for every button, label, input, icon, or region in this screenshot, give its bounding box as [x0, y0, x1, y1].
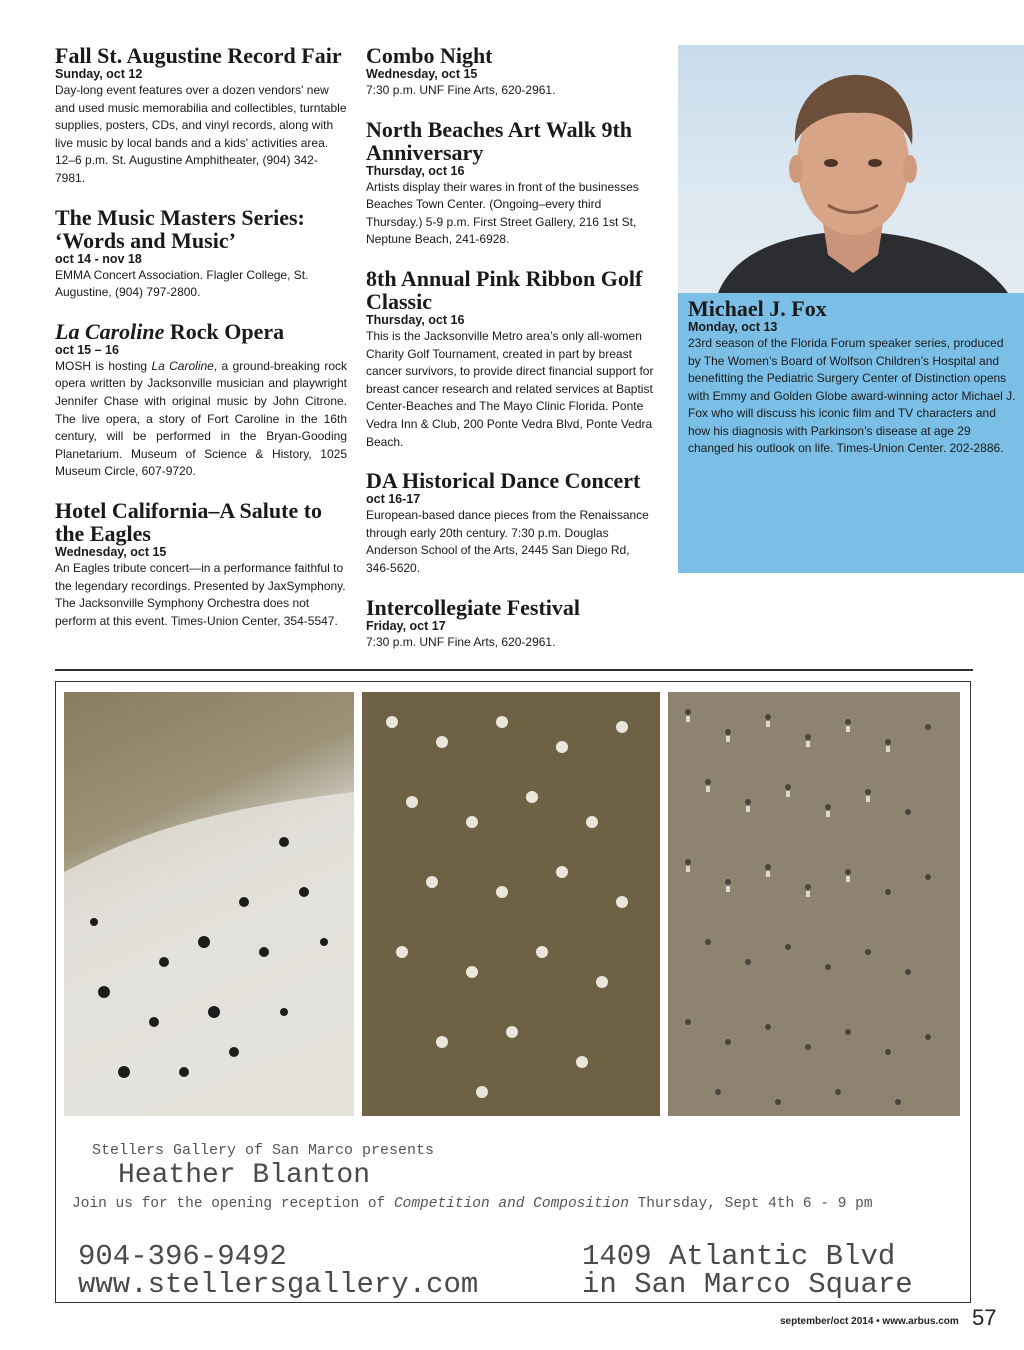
event-date: Sunday, oct 12 — [55, 67, 143, 81]
event-date: oct 16-17 — [366, 492, 421, 507]
painting-snowy-field — [64, 692, 354, 1116]
ad-website: www.stellersgallery.com — [78, 1268, 479, 1301]
event-title: Intercollegiate Festival — [366, 594, 581, 620]
feature-description: 23rd season of the Florida Forum speaker series, produced by The Women’s Board of Wolfson Children’s Hospital and benefitting the Pediatric Surgery Center of Distinction opens with Emmy and Golden Globe award-winning actor Michael J. Fox who will discuss his iconic film and TV characters and how his diagnosis with Parkinson’s disease at age 29 changed his outlook on life. Times-Union Center. 202-2886. — [688, 336, 1016, 455]
event-description: European-based dance pieces from the Renaissance through early 20th century. 7:30 p.m. Douglas Anderson School of the Arts, 2445 San Diego Rd, 346-5620. — [366, 508, 649, 575]
event-description: Day-long event features over a dozen vendors' new and used music memorabilia and collectibles, turntable supplies, posters, CDs, and vinyl records, along with live music by local bands and a kids' activities area. 12–6 p.m. St. Augustine Amphitheater, (904) 342-7981. — [55, 83, 347, 185]
ad-invite-line — [72, 1196, 873, 1212]
painting-runners — [668, 692, 960, 1116]
event-date: Thursday, oct 16 — [366, 312, 465, 327]
event-description: An Eagles tribute concert—in a performance faithful to the legendary recordings. Presented by JaxSymphony. The Jacksonville Symphony Orchestra does not perform at this event. Times-Union Center, 354-5547. — [55, 560, 346, 628]
desc-italic: La Caroline — [151, 358, 214, 373]
issue-footer: september/oct 2014 • www.arbus.com — [780, 1316, 959, 1327]
event-record-fair — [55, 44, 347, 188]
portrait-photo — [678, 45, 1024, 293]
event-dance-concert — [366, 469, 656, 577]
event-combo-night — [366, 44, 656, 100]
event-art-walk — [366, 118, 656, 249]
invite-italic: Competition and Composition — [393, 1196, 629, 1212]
gallery-advertisement — [55, 681, 971, 1303]
event-title — [55, 320, 347, 343]
ad-presents-line: Stellers Gallery of San Marco presents — [92, 1142, 435, 1159]
event-title: Hotel California–A Salute to the Eagles — [55, 497, 323, 546]
event-title-italic: La Caroline — [55, 318, 165, 344]
events-column-middle — [366, 44, 656, 669]
feature-box-michael-j-fox — [678, 45, 1024, 573]
event-date: Thursday, oct 16 — [366, 163, 465, 178]
portrait-illustration — [678, 45, 1024, 293]
event-title: North Beaches Art Walk 9th Anniversary — [366, 116, 633, 165]
events-column-left — [55, 44, 347, 648]
section-divider — [55, 669, 973, 671]
event-la-caroline — [55, 320, 347, 481]
ad-phone: 904-396-9492 — [78, 1240, 287, 1273]
painting-cyclists — [362, 692, 660, 1116]
event-date: Wednesday, oct 15 — [55, 544, 167, 559]
event-music-masters — [55, 206, 347, 302]
event-hotel-california — [55, 499, 347, 630]
painting-3-art — [668, 692, 960, 1116]
event-date: oct 15 – 16 — [55, 342, 119, 357]
event-description: EMMA Concert Association. Flagler College, St. Augustine, (904) 797-2800. — [55, 267, 309, 300]
event-date: Wednesday, oct 15 — [366, 67, 478, 81]
event-date: oct 14 - nov 18 — [55, 251, 142, 266]
invite-rest: Thursday, Sept 4th 6 - 9 pm — [628, 1196, 873, 1212]
event-title: Fall St. Augustine Record Fair — [55, 43, 342, 68]
feature-title: Michael J. Fox — [688, 296, 827, 321]
event-description: 7:30 p.m. UNF Fine Arts, 620-2961. — [366, 83, 556, 97]
desc-rest: , a ground-breaking rock opera written by Jacksonville musician and playwright Jennifer Chase with original music by John Citrone. The live opera, a story of Fort Caroline in the 16th century, will be performed in the Bryan-Gooding Planetarium. Museum of Science & History, 1025 Museum Circle, 607-9720. — [55, 358, 347, 479]
ad-artist-name: Heather Blanton — [118, 1160, 371, 1191]
ad-address-line2: in San Marco Square — [582, 1268, 913, 1301]
ad-address-line1: 1409 Atlantic Blvd — [582, 1240, 896, 1273]
event-description: 7:30 p.m. UNF Fine Arts, 620-2961. — [366, 634, 556, 649]
invite-lead: Join us for the opening reception of — [72, 1196, 394, 1212]
event-description — [55, 358, 347, 481]
feature-text — [688, 297, 1018, 458]
event-description: Artists display their wares in front of the businesses Beaches Town Center. (Ongoing–every third Thursday.) 5-9 p.m. First Street Gallery, 216 1st St, Neptune Beach, 241-6928. — [366, 179, 639, 247]
painting-2-art — [362, 692, 660, 1116]
event-title: 8th Annual Pink Ribbon Golf Classic — [366, 265, 643, 314]
event-date: Friday, oct 17 — [366, 618, 446, 633]
event-description: This is the Jacksonville Metro area’s only all-women Charity Golf Tournament, created in part by breast cancer survivors, to provide direct financial support for breast cancer research and related services at Baptist Center-Beaches and The Mayo Clinic Florida. Ponte Vedra Inn & Club, 200 Ponte Vedra Blvd, Ponte Vedra Beach. — [366, 328, 654, 449]
page-number: 57 — [972, 1305, 997, 1330]
feature-date: Monday, oct 13 — [688, 320, 778, 334]
event-title: The Music Masters Series: ‘Words and Music’ — [55, 204, 305, 253]
event-title: DA Historical Dance Concert — [366, 468, 641, 494]
event-title-rest: Rock Opera — [164, 318, 285, 344]
event-pink-ribbon-golf — [366, 267, 656, 451]
painting-1-art — [64, 692, 354, 1116]
event-title: Combo Night — [366, 43, 493, 68]
event-intercollegiate-festival — [366, 596, 656, 652]
desc-lead: MOSH is hosting — [55, 358, 152, 373]
